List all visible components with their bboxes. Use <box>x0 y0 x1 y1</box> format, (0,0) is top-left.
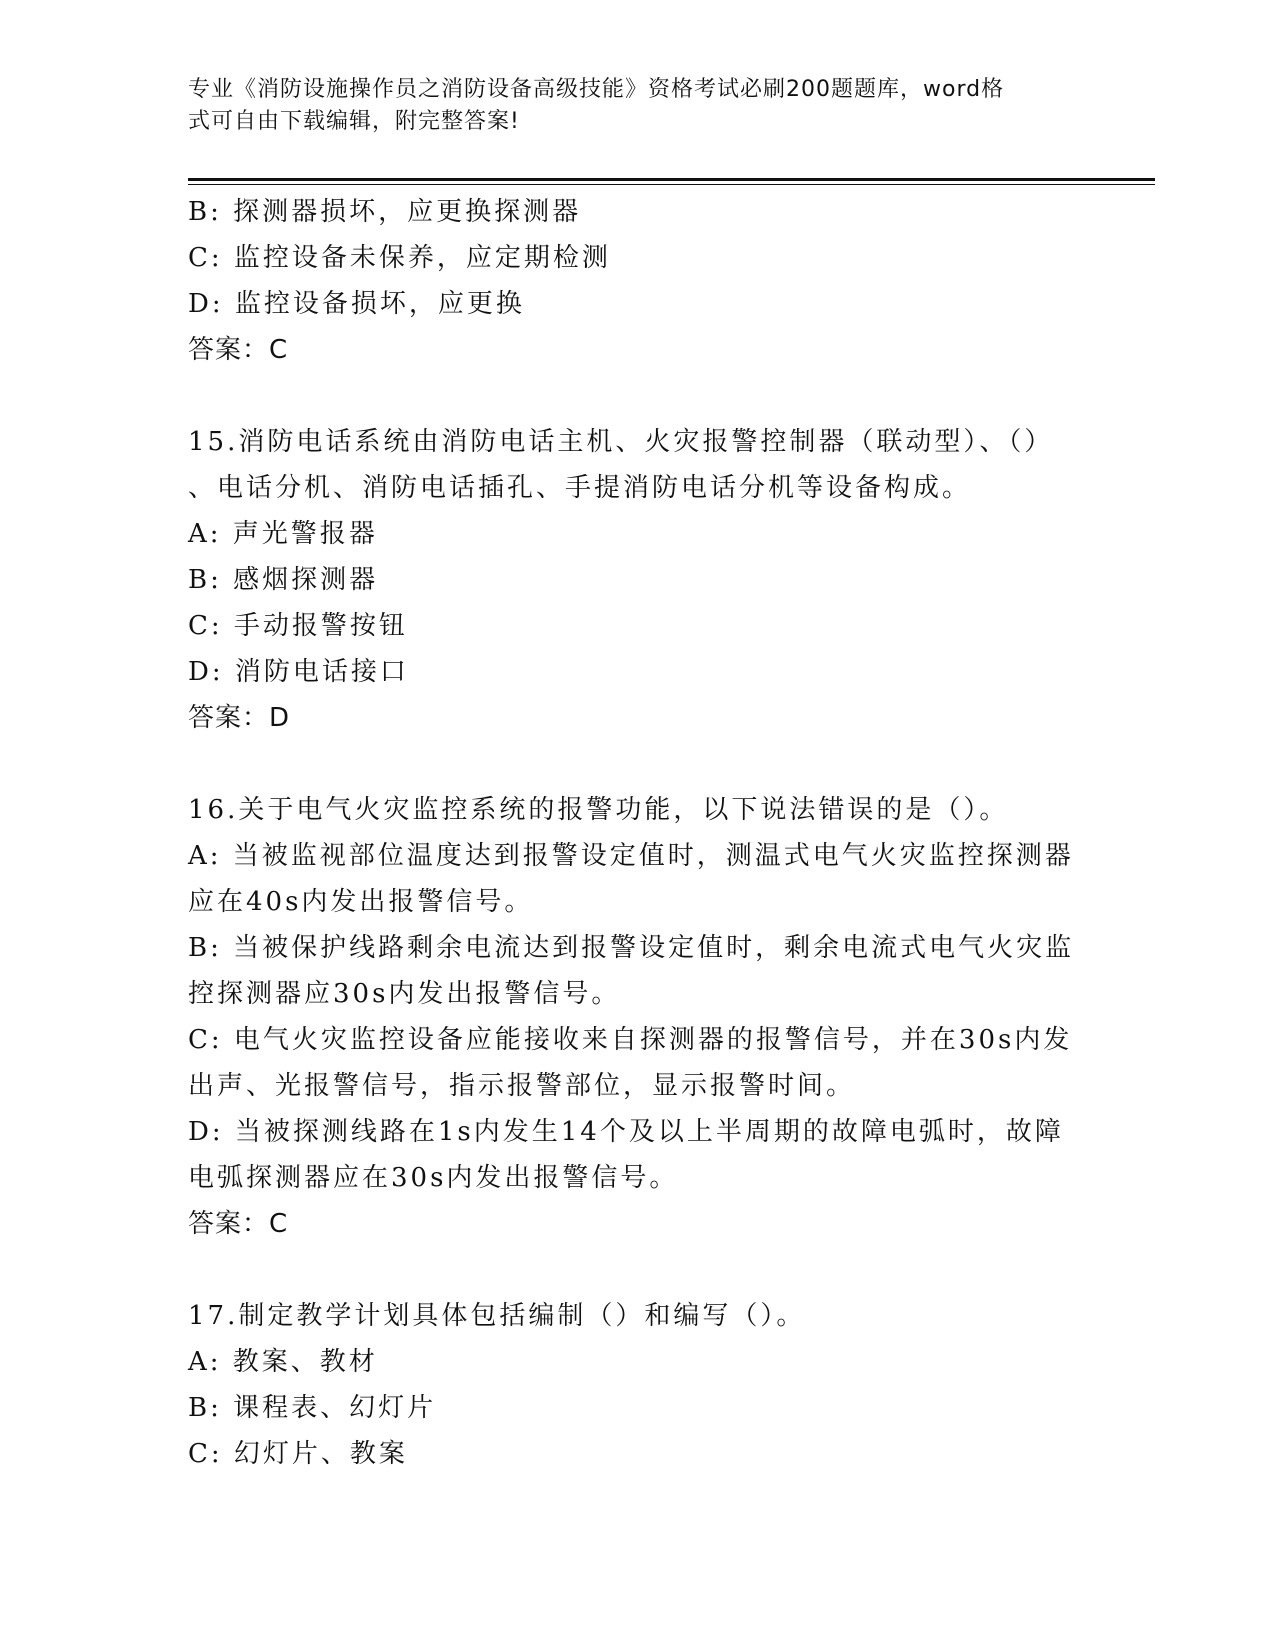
header-divider-thick <box>188 178 1155 181</box>
q16-option-d-line-1: D: 当被探测线路在1s内发生14个及以上半周期的故障电弧时，故障 <box>188 1117 1064 1147</box>
header-line-1: 专业《消防设施操作员之消防设备高级技能》资格考试必刷200题题库，word格 <box>188 77 1005 102</box>
q17-option-c: C: 幻灯片、教案 <box>188 1439 408 1469</box>
q16-option-d-line-2: 电弧探测器应在30s内发出报警信号。 <box>188 1163 679 1193</box>
spacer <box>188 741 1088 787</box>
question-15 <box>188 419 1088 741</box>
q15-option-d: D: 消防电话接口 <box>188 657 409 687</box>
q17-stem: 17.制定教学计划具体包括编制（）和编写（）。 <box>188 1301 806 1331</box>
q14-answer: 答案：C <box>188 335 289 365</box>
q16-answer: 答案：C <box>188 1209 289 1239</box>
q16-option-b-line-2: 控探测器应30s内发出报警信号。 <box>188 979 621 1009</box>
q15-option-c: C: 手动报警按钮 <box>188 611 408 641</box>
question-list <box>188 189 1088 1477</box>
q15-stem-line-2: 、电话分机、消防电话插孔、手提消防电话分机等设备构成。 <box>188 473 972 503</box>
question-17 <box>188 1293 1088 1477</box>
question-14-partial <box>188 189 1088 373</box>
q16-stem: 16.关于电气火灾监控系统的报警功能，以下说法错误的是（）。 <box>188 795 1009 825</box>
q16-option-a-line-2: 应在40s内发出报警信号。 <box>188 887 534 917</box>
q15-stem-line-1: 15.消防电话系统由消防电话主机、火灾报警控制器（联动型）、（） <box>188 427 1054 457</box>
q14-option-c: C: 监控设备未保养，应定期检测 <box>188 243 611 273</box>
q15-option-b: B: 感烟探测器 <box>188 565 379 595</box>
spacer <box>188 1247 1088 1293</box>
q16-option-a-line-1: A: 当被监视部位温度达到报警设定值时，测温式电气火灾监控探测器 <box>188 841 1074 871</box>
q17-option-a: A: 教案、教材 <box>188 1347 378 1377</box>
q16-option-c-line-2: 出声、光报警信号，指示报警部位，显示报警时间。 <box>188 1071 856 1101</box>
q16-option-b-line-1: B: 当被保护线路剩余电流达到报警设定值时，剩余电流式电气火灾监 <box>188 933 1075 963</box>
document-header <box>188 74 1078 138</box>
q15-answer: 答案：D <box>188 703 291 733</box>
q15-option-a: A: 声光警报器 <box>188 519 378 549</box>
q14-option-b: B: 探测器损坏，应更换探测器 <box>188 197 582 227</box>
q14-option-d: D: 监控设备损坏，应更换 <box>188 289 525 319</box>
q16-option-c-line-1: C: 电气火灾监控设备应能接收来自探测器的报警信号，并在30s内发 <box>188 1025 1073 1055</box>
question-16 <box>188 787 1088 1247</box>
header-line-2: 式可自由下载编辑，附完整答案! <box>188 109 520 134</box>
header-divider-thin <box>188 184 1155 185</box>
spacer <box>188 373 1088 419</box>
q17-option-b: B: 课程表、幻灯片 <box>188 1393 437 1423</box>
